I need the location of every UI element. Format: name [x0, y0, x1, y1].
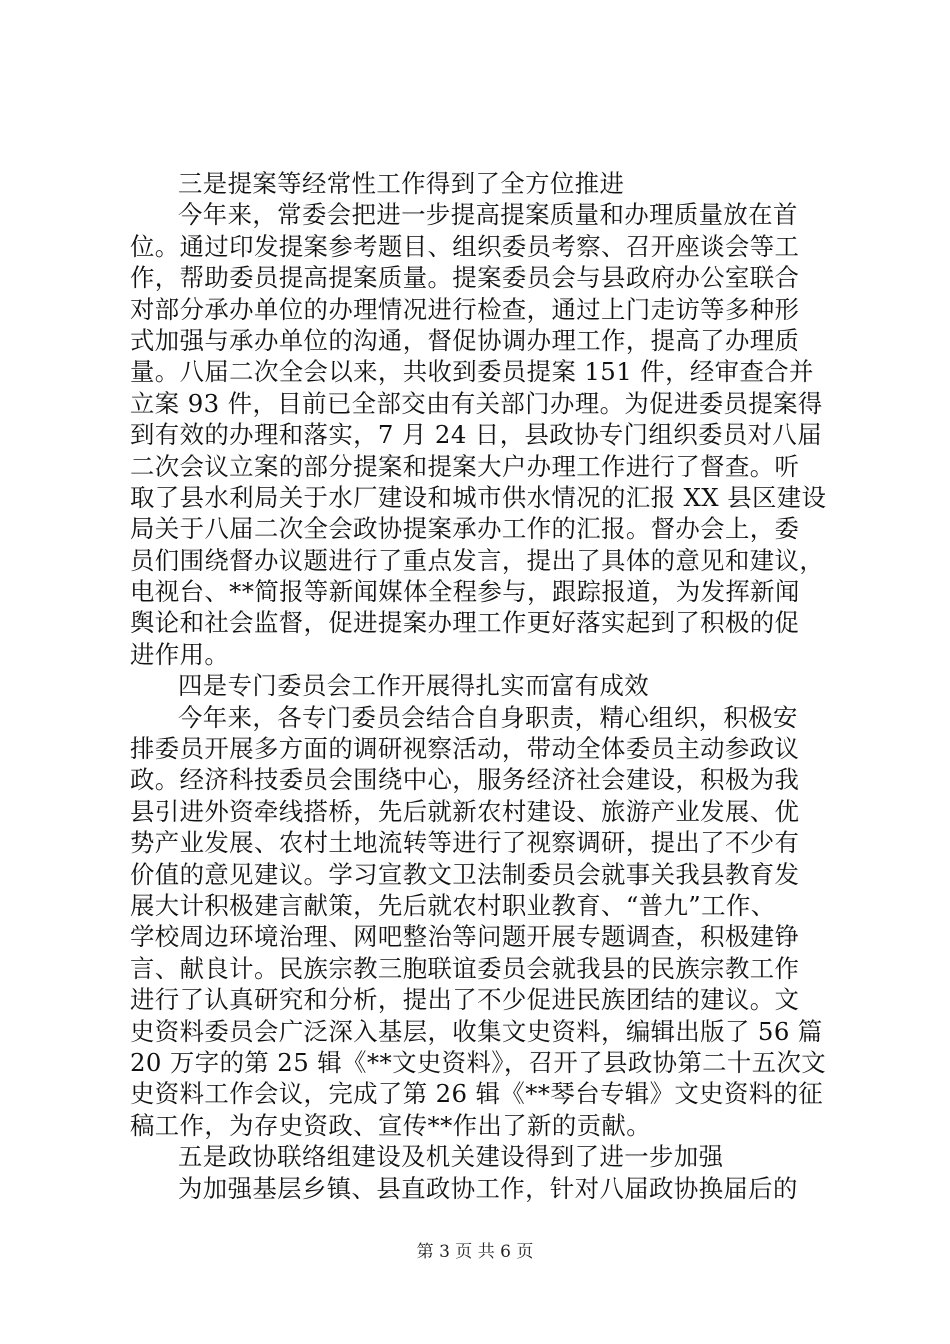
text-line: 五是政协联络组建设及机关建设得到了进一步加强 — [178, 1142, 724, 1172]
text-line: 展大计积极建言献策，先后就农村职业教育、“普九”工作、 — [130, 890, 776, 920]
text-line: 今年来，常委会把进一步提高提案质量和办理质量放在首 — [178, 200, 798, 230]
text-line: 20 万字的第 25 辑《**文史资料》，召开了县政协第二十五次文 — [130, 1047, 827, 1077]
page-footer: 第 3 页 共 6 页 — [416, 1242, 534, 1262]
text-line: 学校周边环境治理、网吧整治等问题开展专题调查，积极建铮 — [130, 922, 800, 952]
text-line: 排委员开展多方面的调研视察活动，带动全体委员主动参政议 — [130, 734, 800, 764]
text-line: 三是提案等经常性工作得到了全方位推进 — [178, 169, 625, 198]
text-line: 价值的意见建议。学习宣教文卫法制委员会就事关我县教育发 — [130, 859, 800, 889]
text-line: 舆论和社会监督，促进提案办理工作更好落实起到了积极的促 — [130, 608, 800, 638]
text-line: 二次会议立案的部分提案和提案大户办理工作进行了督查。听 — [130, 451, 800, 481]
text-line: 言、献良计。民族宗教三胞联谊委员会就我县的民族宗教工作 — [130, 953, 800, 983]
text-line: 到有效的办理和落实，7 月 24 日，县政协专门组织委员对八届 — [130, 420, 822, 450]
text-line: 进行了认真研究和分析，提出了不少促进民族团结的建议。文 — [130, 985, 800, 1015]
text-line: 进作用。 — [130, 639, 230, 669]
text-line: 立案 93 件，目前已全部交由有关部门办理。为促进委员提案得 — [130, 388, 823, 418]
text-line: 位。通过印发提案参考题目、组织委员考察、召开座谈会等工 — [130, 231, 800, 261]
text-line: 史资料委员会广泛深入基层，收集文史资料，编辑出版了 56 篇 — [130, 1016, 823, 1046]
text-line: 政。经济科技委员会围绕中心，服务经济社会建设，积极为我 — [130, 765, 800, 795]
document-body — [130, 168, 830, 1204]
text-line: 量。八届二次全会以来，共收到委员提案 151 件，经审查合并 — [130, 357, 814, 387]
text-line: 取了县水利局关于水厂建设和城市供水情况的汇报 XX 县区建设 — [130, 482, 827, 512]
text-line: 式加强与承办单位的沟通，督促协调办理工作，提高了办理质 — [130, 325, 800, 355]
text-line: 稿工作，为存史资政、宣传**作出了新的贡献。 — [130, 1110, 652, 1140]
text-line: 今年来，各专门委员会结合自身职责，精心组织，积极安 — [178, 702, 798, 732]
text-line: 四是专门委员会工作开展得扎实而富有成效 — [178, 671, 650, 701]
text-line: 势产业发展、农村土地流转等进行了视察调研，提出了不少有 — [130, 828, 800, 858]
text-line: 县引进外资牵线搭桥，先后就新农村建设、旅游产业发展、优 — [130, 796, 800, 826]
text-line: 电视台、**简报等新闻媒体全程参与，跟踪报道，为发挥新闻 — [130, 577, 800, 607]
text-line: 史资料工作会议，完成了第 26 辑《**琴台专辑》文史资料的征 — [130, 1079, 824, 1109]
text-line: 局关于八届二次全会政协提案承办工作的汇报。督办会上，委 — [130, 514, 800, 544]
text-line: 作，帮助委员提高提案质量。提案委员会与县政府办公室联合 — [130, 263, 800, 293]
text-line: 对部分承办单位的办理情况进行检查，通过上门走访等多种形 — [130, 294, 800, 324]
text-line: 员们围绕督办议题进行了重点发言，提出了具体的意见和建议， — [130, 545, 825, 575]
text-line: 为加强基层乡镇、县直政协工作，针对八届政协换届后的 — [178, 1173, 798, 1203]
